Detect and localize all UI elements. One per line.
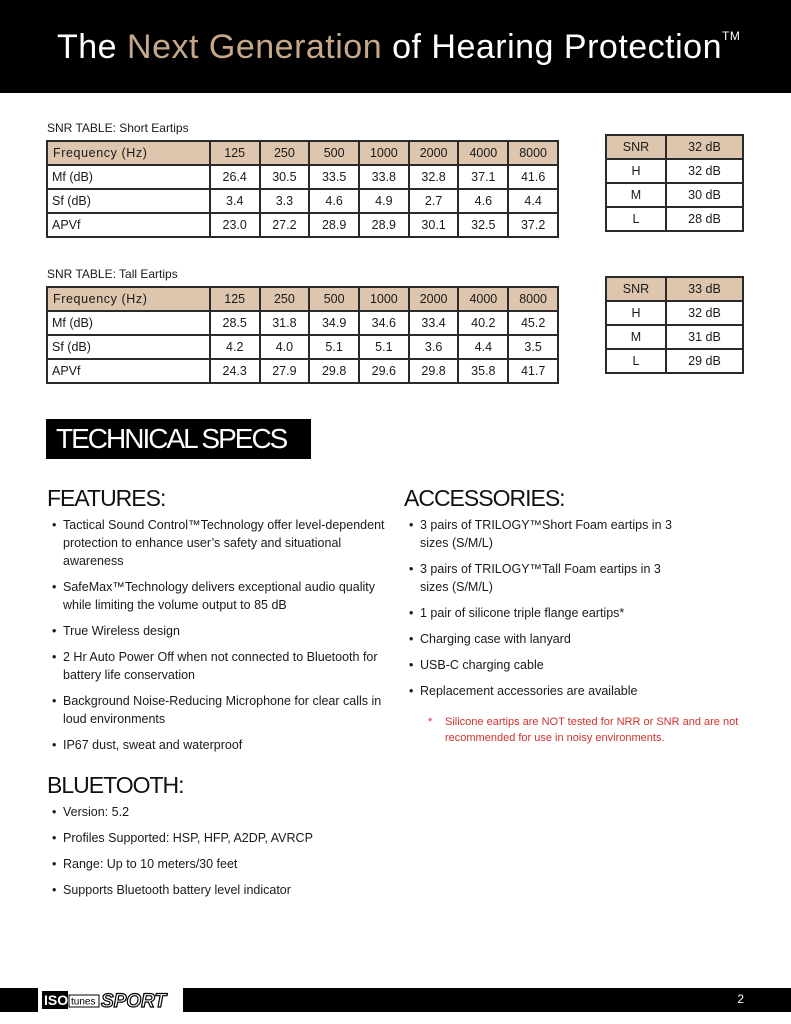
logo-tunes-text: tunes (71, 996, 96, 1008)
footer-bar-left (0, 988, 38, 1012)
table-cell: 41.7 (508, 359, 558, 383)
table-cell: 26.4 (210, 165, 260, 189)
technical-specs-banner: TECHNICAL SPECS (46, 419, 311, 459)
rating-value: 32 dB (666, 301, 743, 325)
rating-label: SNR (606, 277, 666, 301)
table-cell: 4.6 (309, 189, 359, 213)
rating-value: 28 dB (666, 207, 743, 231)
isotunes-sport-logo (40, 988, 180, 1012)
column-header: 2000 (409, 141, 459, 165)
list-item: • Version: 5.2 (47, 803, 447, 821)
row-label: Sf (dB) (47, 189, 210, 213)
column-header: 500 (309, 287, 359, 311)
table-cell: 33.5 (309, 165, 359, 189)
table-cell: 28.5 (210, 311, 260, 335)
list-item: • True Wireless design (47, 622, 387, 640)
table-cell: 3.6 (409, 335, 459, 359)
table-cell: 5.1 (309, 335, 359, 359)
table-cell: 29.6 (359, 359, 409, 383)
table-cell: 23.0 (210, 213, 260, 237)
table-row (47, 189, 558, 213)
table-row (606, 325, 743, 349)
table-cell: 4.4 (508, 189, 558, 213)
table-cell: 32.8 (409, 165, 459, 189)
row-label: APVf (47, 359, 210, 383)
list-item: • IP67 dust, sweat and waterproof (47, 736, 387, 754)
table-row (47, 165, 558, 189)
bluetooth-list (47, 803, 447, 907)
table-row (606, 159, 743, 183)
list-item: • SafeMax™Technology delivers exceptional audio quality while limiting the volume output to 85 dB (47, 578, 387, 614)
short-snr-table (46, 140, 559, 238)
table-cell: 3.3 (260, 189, 310, 213)
rating-label: M (606, 183, 666, 207)
table-row (606, 207, 743, 231)
column-header: 8000 (508, 287, 558, 311)
table-cell: 5.1 (359, 335, 409, 359)
table-cell: 27.2 (260, 213, 310, 237)
features-list (47, 516, 387, 762)
title-accent: Next Generation (127, 28, 383, 66)
row-label: Mf (dB) (47, 165, 210, 189)
table-cell: 2.7 (409, 189, 459, 213)
header-bar (0, 0, 791, 93)
list-item: • Charging case with lanyard (404, 630, 674, 648)
rating-label: L (606, 349, 666, 373)
rating-value: 33 dB (666, 277, 743, 301)
footer-bar (0, 988, 791, 1012)
rating-label: M (606, 325, 666, 349)
column-header: 4000 (458, 141, 508, 165)
table-cell: 45.2 (508, 311, 558, 335)
silicone-eartips-note (428, 714, 748, 746)
table-cell: 28.9 (309, 213, 359, 237)
table-row (606, 183, 743, 207)
accessories-heading: ACCESSORIES: (404, 485, 565, 511)
table-cell: 4.6 (458, 189, 508, 213)
table-header-row (47, 287, 558, 311)
column-header: Frequency (Hz) (47, 141, 210, 165)
list-item: • Tactical Sound Control™Technology offer level-dependent protection to enhance user’s safety and situational awareness (47, 516, 387, 570)
rating-header-row (606, 277, 743, 301)
table-cell: 33.4 (409, 311, 459, 335)
table-row (606, 301, 743, 325)
column-header: 1000 (359, 141, 409, 165)
bluetooth-heading: BLUETOOTH: (47, 772, 184, 798)
list-item: • Background Noise-Reducing Microphone for clear calls in loud environments (47, 692, 387, 728)
row-label: Mf (dB) (47, 311, 210, 335)
table-cell: 4.9 (359, 189, 409, 213)
table-cell: 28.9 (359, 213, 409, 237)
list-item: • 3 pairs of TRILOGY™Tall Foam eartips in 3 sizes (S/M/L) (404, 560, 674, 596)
column-header: 250 (260, 141, 310, 165)
list-item: • Replacement accessories are available (404, 682, 674, 700)
table-cell: 24.3 (210, 359, 260, 383)
rating-label: H (606, 301, 666, 325)
table-cell: 30.5 (260, 165, 310, 189)
table-cell: 41.6 (508, 165, 558, 189)
table-row (47, 311, 558, 335)
table-cell: 4.2 (210, 335, 260, 359)
table-cell: 29.8 (409, 359, 459, 383)
table-row (606, 349, 743, 373)
logo-sport-text: SPORT (101, 991, 167, 1012)
rating-value: 32 dB (666, 135, 743, 159)
table-cell: 40.2 (458, 311, 508, 335)
table-cell: 32.5 (458, 213, 508, 237)
table-cell: 33.8 (359, 165, 409, 189)
note-text: Silicone eartips are NOT tested for NRR or SNR and are not recommended for use in noisy environments. (445, 716, 739, 744)
short-table-caption: SNR TABLE: Short Eartips (47, 121, 189, 135)
tall-table-caption: SNR TABLE: Tall Eartips (47, 267, 178, 281)
column-header: 8000 (508, 141, 558, 165)
table-cell: 27.9 (260, 359, 310, 383)
table-cell: 31.8 (260, 311, 310, 335)
row-label: APVf (47, 213, 210, 237)
rating-value: 31 dB (666, 325, 743, 349)
table-cell: 3.4 (210, 189, 260, 213)
column-header: 500 (309, 141, 359, 165)
rating-header-row (606, 135, 743, 159)
table-header-row (47, 141, 558, 165)
table-cell: 29.8 (309, 359, 359, 383)
trademark-mark: TM (722, 28, 741, 43)
table-cell: 35.8 (458, 359, 508, 383)
row-label: Sf (dB) (47, 335, 210, 359)
tall-snr-rating-table (605, 276, 744, 374)
rating-label: H (606, 159, 666, 183)
column-header: 4000 (458, 287, 508, 311)
table-cell: 37.1 (458, 165, 508, 189)
column-header: 2000 (409, 287, 459, 311)
table-row (47, 335, 558, 359)
page-number: 2 (737, 992, 744, 1006)
list-item: • Profiles Supported: HSP, HFP, A2DP, AVRCP (47, 829, 447, 847)
rating-value: 30 dB (666, 183, 743, 207)
column-header: 125 (210, 287, 260, 311)
column-header: 1000 (359, 287, 409, 311)
column-header: Frequency (Hz) (47, 287, 210, 311)
logo-iso-text: ISO (44, 992, 69, 1008)
list-item: • USB-C charging cable (404, 656, 674, 674)
table-cell: 30.1 (409, 213, 459, 237)
title-pre: The (57, 28, 118, 66)
list-item: • 1 pair of silicone triple flange eartips* (404, 604, 674, 622)
table-cell: 4.0 (260, 335, 310, 359)
footer-bar-right (183, 988, 791, 1012)
short-snr-rating-table (605, 134, 744, 232)
tall-snr-table (46, 286, 559, 384)
table-cell: 34.9 (309, 311, 359, 335)
rating-label: SNR (606, 135, 666, 159)
table-cell: 34.6 (359, 311, 409, 335)
accessories-list (404, 516, 674, 708)
title-post: of Hearing Protection (392, 28, 722, 66)
page-title (57, 28, 740, 67)
table-cell: 3.5 (508, 335, 558, 359)
table-cell: 4.4 (458, 335, 508, 359)
list-item: • Supports Bluetooth battery level indicator (47, 881, 447, 899)
column-header: 250 (260, 287, 310, 311)
list-item: • 3 pairs of TRILOGY™Short Foam eartips in 3 sizes (S/M/L) (404, 516, 674, 552)
table-row (47, 213, 558, 237)
rating-label: L (606, 207, 666, 231)
list-item: • 2 Hr Auto Power Off when not connected to Bluetooth for battery life conservation (47, 648, 387, 684)
note-asterisk: * (428, 716, 433, 728)
table-row (47, 359, 558, 383)
column-header: 125 (210, 141, 260, 165)
features-heading: FEATURES: (47, 485, 166, 511)
rating-value: 32 dB (666, 159, 743, 183)
table-cell: 37.2 (508, 213, 558, 237)
list-item: • Range: Up to 10 meters/30 feet (47, 855, 447, 873)
rating-value: 29 dB (666, 349, 743, 373)
